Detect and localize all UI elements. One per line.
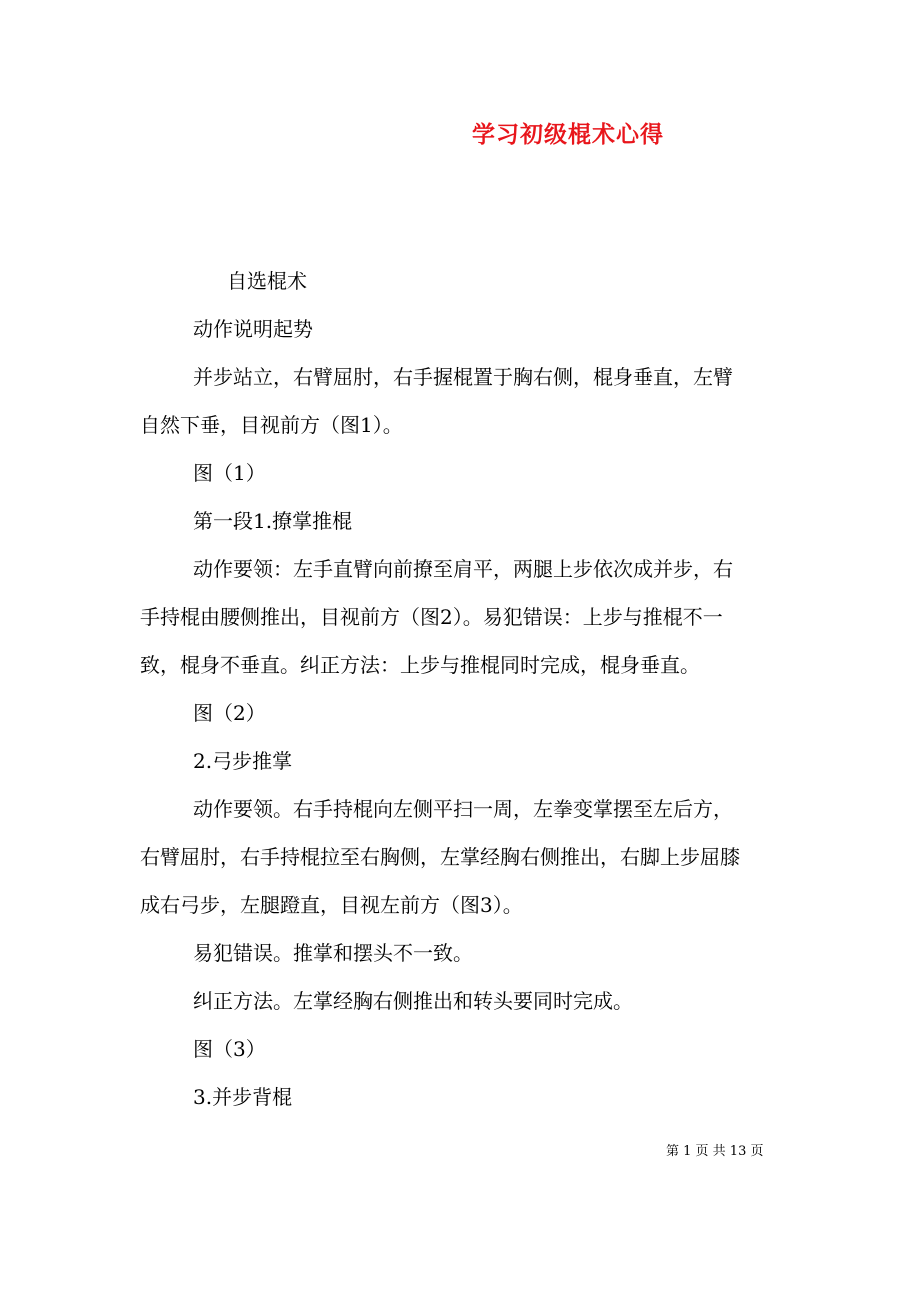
figure-caption: 图（1） — [193, 461, 266, 485]
paragraph-line: 动作要领：左手直臂向前撩至肩平，两腿上步依次成并步，右 — [193, 557, 733, 581]
paragraph-line: 致，棍身不垂直。纠正方法：上步与推棍同时完成，棍身垂直。 — [140, 653, 700, 677]
figure-caption: 图（2） — [193, 701, 266, 725]
paragraph-line: 并步站立，右臂屈肘，右手握棍置于胸右侧，棍身垂直，左臂 — [193, 365, 733, 389]
figure-caption: 图（3） — [193, 1037, 266, 1061]
paragraph-line: 纠正方法。左掌经胸右侧推出和转头要同时完成。 — [193, 989, 633, 1013]
paragraph-line: 自然下垂，目视前方（图1）。 — [140, 413, 403, 437]
paragraph-line: 手持棍由腰侧推出，目视前方（图2）。易犯错误：上步与推棍不一 — [140, 605, 723, 629]
paragraph-line: 动作要领。右手持棍向左侧平扫一周，左拳变掌摆至左后方， — [193, 797, 733, 821]
page-footer: 第 1 页 共 13 页 — [666, 1144, 764, 1159]
section-heading: 2.弓步推掌 — [193, 749, 293, 773]
paragraph-line: 易犯错误。推掌和摆头不一致。 — [193, 941, 473, 965]
paragraph-line: 右臂屈肘，右手持棍拉至右胸侧，左掌经胸右侧推出，右脚上步屈膝 — [140, 845, 740, 869]
section-heading: 3.并步背棍 — [193, 1085, 293, 1109]
heading-line: 自选棍术 — [227, 269, 307, 293]
paragraph-line: 动作说明起势 — [193, 317, 313, 341]
paragraph-line: 成右弓步，左腿蹬直，目视左前方（图3）。 — [140, 893, 523, 917]
section-heading: 第一段1.撩掌推棍 — [193, 509, 353, 533]
document-title: 学习初级棍术心得 — [472, 121, 664, 148]
